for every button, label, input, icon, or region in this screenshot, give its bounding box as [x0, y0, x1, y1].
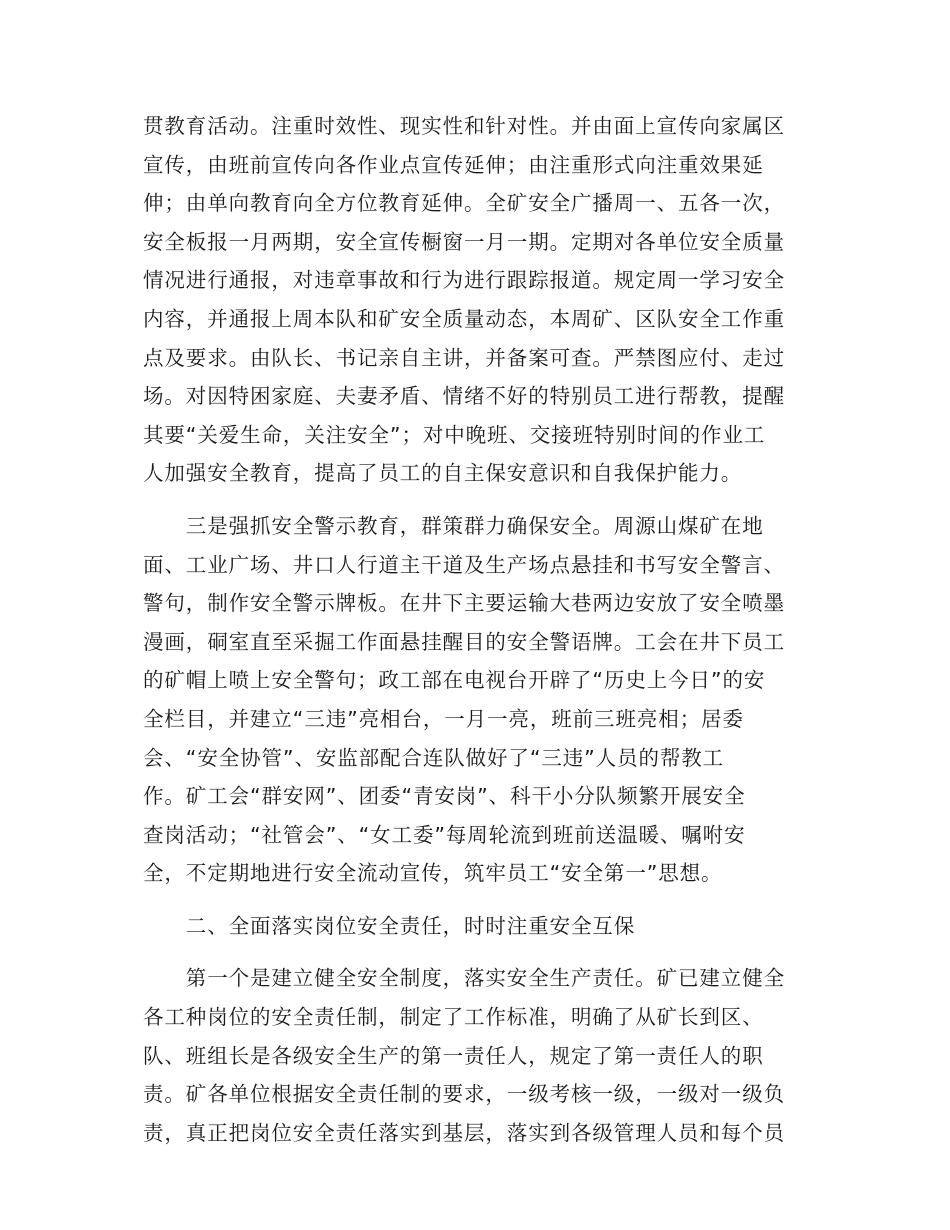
text-line: 警句，制作安全警示牌板。在井下主要运输大巷两边安放了安全喷墨 [143, 591, 785, 616]
text-line: 情况进行通报，对违章事故和行为进行跟踪报道。规定周一学习安全 [143, 268, 785, 293]
text-line: 面、工业广场、井口人行道主干道及生产场点悬挂和书写安全警言、 [143, 552, 785, 577]
text-line: 的矿帽上喷上安全警句；政工部在电视台开辟了“历史上今日”的安 [143, 668, 766, 693]
paragraph-safety-system [143, 959, 808, 1152]
text-line: 三是强抓安全警示教育，群策群力确保安全。周源山煤矿在地 [143, 513, 764, 538]
text-line: 作。矿工会“群安网”、团委“青安岗”、科干小分队频繁开展安全 [143, 784, 746, 809]
text-line: 队、班组长是各级安全生产的第一责任人，规定了第一责任人的职 [143, 1043, 764, 1068]
text-line: 贯教育活动。注重时效性、现实性和针对性。并由面上宣传向家属区 [143, 114, 785, 138]
paragraph-gap [143, 893, 808, 907]
text-line: 伸；由单向教育向全方位教育延伸。全矿安全广播周一、五各一次， [143, 191, 785, 216]
text-line: 各工种岗位的安全责任制，制定了工作标准，明确了从矿长到区、 [143, 1005, 764, 1030]
text-line: 漫画，硐室直至采掘工作面悬挂醒目的安全警语牌。工会在井下员工 [143, 629, 785, 654]
text-line: 会、“安全协管”、安监部配合连队做好了“三违”人员的帮教工 [143, 745, 725, 770]
paragraph-gap [143, 945, 808, 959]
text-line: 人加强安全教育，提高了员工的自主保安意识和自我保护能力。 [143, 461, 743, 486]
text-line: 安全板报一月两期，安全宣传橱窗一月一期。定期对各单位安全质量 [143, 229, 785, 254]
body-text [143, 107, 808, 1152]
paragraph-warning-education [143, 507, 808, 893]
text-line: 第一个是建立健全安全制度，落实安全生产责任。矿已建立健全 [143, 966, 785, 991]
paragraph-publicity-extension [143, 107, 808, 493]
text-line: 全，不定期地进行安全流动宣传，筑牢员工“安全第一”思想。 [143, 861, 723, 886]
text-line: 责。矿各单位根据安全责任制的要求，一级考核一级，一级对一级负 [143, 1082, 785, 1107]
text-line: 全栏目，并建立“三违”亮相台，一月一亮，班前三班亮相；居委 [143, 706, 744, 731]
text-line: 查岗活动；“社管会”、“女工委”每周轮流到班前送温暖、嘱咐安 [143, 822, 746, 847]
paragraph-gap [143, 493, 808, 507]
text-line: 责，真正把岗位安全责任落实到基层，落实到各级管理人员和每个员 [143, 1120, 785, 1145]
text-line: 场。对因特困家庭、夫妻矛盾、情绪不好的特别员工进行帮教，提醒 [143, 384, 785, 409]
text-line: 二、全面落实岗位安全责任，时时注重安全互保 [143, 913, 636, 938]
text-line: 宣传，由班前宣传向各作业点宣传延伸；由注重形式向注重效果延 [143, 152, 764, 177]
section-heading [143, 907, 808, 946]
text-line: 其要“关爱生命，关注安全”；对中晚班、交接班特别时间的作业工 [143, 422, 766, 447]
text-line: 点及要求。由队长、书记亲自主讲，并备案可查。严禁图应付、走过 [143, 345, 785, 370]
text-line: 内容，并通报上周本队和矿安全质量动态，本周矿、区队安全工作重 [143, 306, 785, 331]
